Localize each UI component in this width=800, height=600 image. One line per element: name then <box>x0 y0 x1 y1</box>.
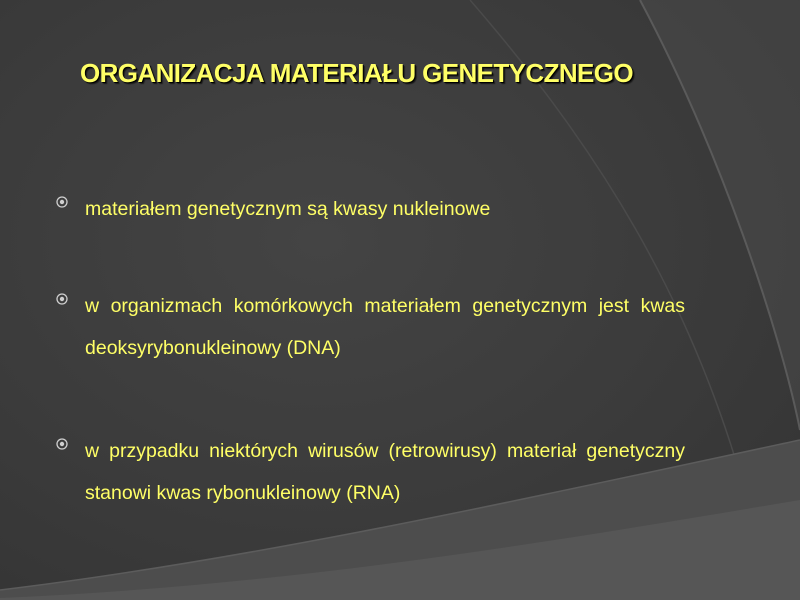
circled-dot-icon <box>56 196 68 208</box>
bullet-text: w przypadku niektórych wirusów (retrowirusy) materiał genetyczny stanowi kwas rybonukleinowy (RNA) <box>85 440 685 504</box>
bullet-text: materiałem genetycznym są kwasy nukleinowe <box>85 198 491 220</box>
circled-dot-icon <box>56 438 68 450</box>
slide-title: ORGANIZACJA MATERIAŁU GENETYCZNEGO <box>80 58 634 88</box>
bullet-text: w organizmach komórkowych materiałem genetycznym jest kwas deoksyrybonukleinowy (DNA) <box>85 295 685 359</box>
circled-dot-icon <box>56 293 68 305</box>
